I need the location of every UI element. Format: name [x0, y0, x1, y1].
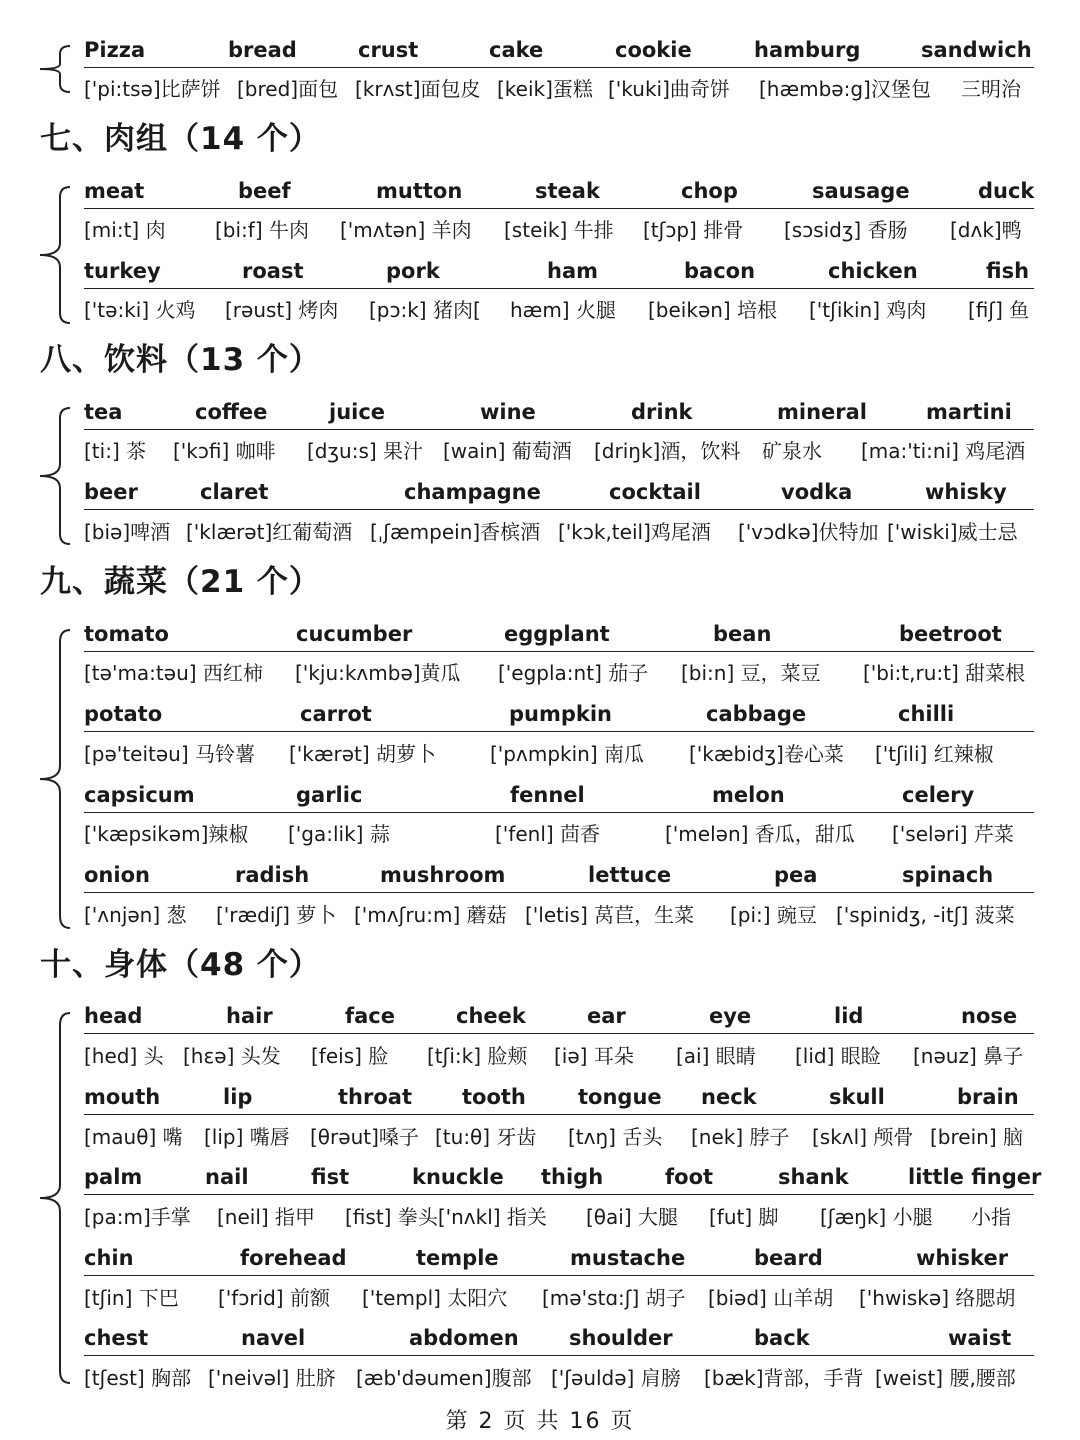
pronunciation: ['wiski]威士忌	[887, 520, 1018, 544]
pronunciation: ['neivəl] 肚脐	[208, 1366, 336, 1390]
pronunciation: ['templ] 太阳穴	[362, 1286, 508, 1310]
word: beef	[238, 179, 291, 203]
word-row-en	[84, 254, 1034, 289]
word: duck	[978, 179, 1035, 203]
word: mineral	[777, 400, 867, 424]
word-row-en	[84, 778, 1034, 813]
pronunciation: [æb'dəumen]腹部	[356, 1366, 532, 1390]
pronunciation: ['bi:t,ru:t] 甜菜根	[863, 661, 1026, 685]
word: eye	[709, 1004, 752, 1028]
pronunciation: ['melən] 香瓜，甜瓜	[665, 822, 855, 846]
word-row-en	[84, 1160, 1042, 1195]
word: abdomen	[409, 1326, 519, 1350]
word: drink	[631, 400, 693, 424]
pronunciation: ['klærət]红葡萄酒	[186, 520, 353, 544]
word: shank	[778, 1165, 849, 1189]
pronunciation: 三明治	[961, 77, 1021, 101]
pronunciation: ['kju:kʌmbə]黄瓜	[295, 661, 461, 685]
pronunciation: ['rædiʃ] 萝卜	[216, 903, 337, 927]
pron-row	[84, 1120, 1034, 1154]
pronunciation: [feis] 脸	[311, 1044, 389, 1068]
pronunciation: hæm] 火腿	[510, 298, 616, 322]
pronunciation: [beikən] 培根	[648, 298, 778, 322]
pronunciation: [tʃest] 胸部	[84, 1366, 192, 1390]
pronunciation: ['tʃikin] 鸡肉	[809, 298, 927, 322]
word-row-en	[84, 395, 1034, 430]
word: champagne	[404, 480, 541, 504]
pronunciation: [skʌl] 颅骨	[812, 1125, 914, 1149]
pronunciation: ['egpla:nt] 茄子	[498, 661, 649, 685]
pronunciation: ['mʌtən] 羊肉	[340, 218, 472, 242]
word: chilli	[898, 702, 955, 726]
word-row-en	[84, 858, 1034, 893]
word: cookie	[615, 38, 692, 62]
word-row-en	[84, 1080, 1034, 1115]
word: hamburg	[754, 38, 861, 62]
pronunciation: [biəd] 山羊胡	[708, 1286, 834, 1310]
pron-row	[84, 293, 1034, 327]
pronunciation: 小指	[971, 1205, 1011, 1229]
word: mustache	[570, 1246, 686, 1270]
pronunciation: [nek] 脖子	[691, 1125, 790, 1149]
word: navel	[241, 1326, 306, 1350]
word-row-en	[84, 617, 1034, 652]
word: chest	[84, 1326, 149, 1350]
pronunciation: [θai] 大腿	[586, 1205, 679, 1229]
pronunciation: [dʒu:s] 果汁	[307, 439, 424, 463]
word: foot	[665, 1165, 714, 1189]
word: eggplant	[504, 622, 610, 646]
pronunciation: [pi:] 豌豆	[730, 903, 817, 927]
pronunciation: [krʌst]面包皮	[355, 77, 481, 101]
pronunciation: ['mʌʃru:m] 蘑菇	[354, 903, 507, 927]
word: cake	[489, 38, 544, 62]
pronunciation: [hed] 头	[84, 1044, 164, 1068]
pron-row	[84, 1361, 1034, 1395]
pronunciation: ['kuki]曲奇饼	[608, 77, 730, 101]
word: ham	[547, 259, 599, 283]
section-title: 七、肉组（14 个）	[40, 121, 321, 157]
word: tooth	[462, 1085, 526, 1109]
word: steak	[535, 179, 600, 203]
pronunciation: ['ga:lik] 蒜	[288, 822, 390, 846]
pronunciation: [tʃi:k] 脸颊	[427, 1044, 528, 1068]
pronunciation: [fut] 脚	[709, 1205, 779, 1229]
word: ear	[587, 1004, 626, 1028]
pron-row	[84, 72, 1034, 106]
section-title: 九、蔬菜（21 个）	[40, 564, 321, 600]
pronunciation: [nəuz] 鼻子	[913, 1044, 1024, 1068]
word: beetroot	[899, 622, 1002, 646]
word-row-en	[84, 1241, 1034, 1276]
pronunciation: [θrəut]嗓子	[310, 1125, 419, 1149]
word: chop	[681, 179, 738, 203]
word: martini	[926, 400, 1012, 424]
group-brace	[30, 628, 78, 930]
pronunciation: [sɔsidʒ] 香肠	[784, 218, 908, 242]
pronunciation: [neil] 指甲	[217, 1205, 316, 1229]
pronunciation: ['kæpsikəm]辣椒	[84, 822, 249, 846]
word: cabbage	[706, 702, 807, 726]
pronunciation: [bi:f] 牛肉	[215, 218, 309, 242]
word: tomato	[84, 622, 169, 646]
word-row-en	[84, 697, 1034, 732]
word: lettuce	[588, 863, 672, 887]
word: potato	[84, 702, 163, 726]
pron-row	[84, 737, 1034, 771]
word: lip	[223, 1085, 253, 1109]
group-brace	[30, 406, 78, 546]
word: meat	[84, 179, 145, 203]
word: tongue	[578, 1085, 662, 1109]
pronunciation: ['kærət] 胡萝卜	[289, 742, 437, 766]
word: spinach	[902, 863, 994, 887]
pronunciation: [keik]蛋糕	[497, 77, 593, 101]
pronunciation: [ma:'ti:ni] 鸡尾酒	[861, 439, 1026, 463]
pron-row	[84, 434, 1034, 468]
word: turkey	[84, 259, 161, 283]
word: Pizza	[84, 38, 146, 62]
word: chicken	[828, 259, 918, 283]
word: melon	[712, 783, 785, 807]
word: onion	[84, 863, 150, 887]
pronunciation: ['seləri] 芹菜	[892, 822, 1014, 846]
pronunciation: ['kɔfi] 咖啡	[173, 439, 276, 463]
pronunciation: [pə'teitəu] 马铃薯	[84, 742, 255, 766]
word: tea	[84, 400, 123, 424]
word: lid	[834, 1004, 864, 1028]
word: back	[754, 1326, 810, 1350]
pronunciation: [pɔ:k] 猪肉[	[369, 298, 481, 322]
pronunciation: [pa:m]手掌	[84, 1205, 191, 1229]
pronunciation: ['pʌmpkin] 南瓜	[490, 742, 644, 766]
word: face	[345, 1004, 395, 1028]
word-row-en	[84, 174, 1034, 209]
pronunciation: ['vɔdkə]伏特加	[738, 520, 879, 544]
word: head	[84, 1004, 143, 1028]
word: fist	[311, 1165, 350, 1189]
pronunciation: [hεə] 头发	[183, 1044, 281, 1068]
pronunciation: [driŋk]酒，饮料	[594, 439, 741, 463]
pronunciation: [mə'stɑ:ʃ] 胡子	[542, 1286, 686, 1310]
word: pumpkin	[509, 702, 613, 726]
pronunciation: ['ʃəuldə] 肩膀	[551, 1366, 681, 1390]
pronunciation: [wain] 葡萄酒	[443, 439, 572, 463]
word: wine	[480, 400, 536, 424]
word: cheek	[456, 1004, 526, 1028]
pronunciation: [lid] 眼睑	[795, 1044, 881, 1068]
pronunciation: [bi:n] 豆，菜豆	[681, 661, 821, 685]
word-row-en	[84, 1321, 1034, 1356]
pron-row	[84, 213, 1034, 247]
word: garlic	[296, 783, 363, 807]
pronunciation: ['spinidʒ, -itʃ] 菠菜	[836, 903, 1015, 927]
pronunciation: ['ʌnjən] 葱	[84, 903, 187, 927]
pronunciation: ['kɔk,teil]鸡尾酒	[558, 520, 711, 544]
pronunciation: ['tʃili] 红辣椒	[875, 742, 994, 766]
pron-row	[84, 898, 1034, 932]
word: mutton	[376, 179, 463, 203]
pronunciation: [bred]面包	[237, 77, 339, 101]
pronunciation: ['letis] 莴苣，生菜	[525, 903, 695, 927]
pron-row	[84, 1200, 1034, 1234]
pronunciation: [ai] 眼睛	[676, 1044, 756, 1068]
word: sandwich	[921, 38, 1032, 62]
pronunciation: ['fɔrid] 前额	[218, 1286, 330, 1310]
word: carrot	[300, 702, 372, 726]
pronunciation: 矿泉水	[762, 439, 822, 463]
pronunciation: [lip] 嘴唇	[204, 1125, 290, 1149]
word: roast	[242, 259, 304, 283]
word: palm	[84, 1165, 143, 1189]
word: pea	[774, 863, 818, 887]
word: beard	[754, 1246, 823, 1270]
word: coffee	[195, 400, 268, 424]
pron-row	[84, 1281, 1034, 1315]
pronunciation: [steik] 牛排	[504, 218, 614, 242]
word: brain	[957, 1085, 1019, 1109]
pronunciation: ['pi:tsə]比萨饼	[84, 77, 221, 101]
word: sausage	[812, 179, 910, 203]
word: shoulder	[569, 1326, 673, 1350]
word: bean	[713, 622, 772, 646]
word: chin	[84, 1246, 134, 1270]
word-row-en	[84, 33, 1034, 68]
pronunciation: [ti:] 茶	[84, 439, 147, 463]
pronunciation: [dʌk]鸭	[950, 218, 1022, 242]
word: bacon	[684, 259, 756, 283]
word: vodka	[781, 480, 853, 504]
word: knuckle	[412, 1165, 504, 1189]
pronunciation: [brein] 脑	[930, 1125, 1023, 1149]
word: neck	[701, 1085, 757, 1109]
pronunciation: ['hwiskə] 络腮胡	[859, 1286, 1016, 1310]
pronunciation: [iə] 耳朵	[554, 1044, 634, 1068]
pronunciation: [mi:t] 肉	[84, 218, 166, 242]
pronunciation: [tʌŋ] 舌头	[568, 1125, 663, 1149]
word: capsicum	[84, 783, 195, 807]
word-row-en	[84, 475, 1034, 510]
pron-row	[84, 817, 1034, 851]
word: skull	[829, 1085, 885, 1109]
pronunciation: ['kæbidʒ]卷心菜	[689, 742, 844, 766]
group-brace	[30, 1011, 78, 1385]
pronunciation: [fist] 拳头['nʌkl] 指关	[345, 1205, 547, 1229]
word: forehead	[240, 1246, 347, 1270]
word: temple	[416, 1246, 499, 1270]
word: little finger	[908, 1165, 1042, 1189]
word: nose	[961, 1004, 1018, 1028]
word: thigh	[541, 1165, 604, 1189]
pronunciation: [tu:θ] 牙齿	[435, 1125, 537, 1149]
pronunciation: [mauθ] 嘴	[84, 1125, 183, 1149]
pron-row	[84, 656, 1034, 690]
word: fish	[986, 259, 1030, 283]
word: juice	[329, 400, 386, 424]
pronunciation: [tʃɔp] 排骨	[643, 218, 744, 242]
word: cucumber	[296, 622, 413, 646]
word: mouth	[84, 1085, 161, 1109]
word: cocktail	[609, 480, 701, 504]
pronunciation: [ʃæŋk] 小腿	[820, 1205, 933, 1229]
word: nail	[205, 1165, 249, 1189]
pronunciation: [biə]啤酒	[84, 520, 171, 544]
word: crust	[358, 38, 419, 62]
word: radish	[235, 863, 310, 887]
pronunciation: [weist] 腰,腰部	[875, 1366, 1016, 1390]
word: claret	[200, 480, 269, 504]
pronunciation: [tʃin] 下巴	[84, 1286, 179, 1310]
word: mushroom	[380, 863, 506, 887]
word: waist	[948, 1326, 1012, 1350]
word: throat	[338, 1085, 412, 1109]
pronunciation: [fiʃ] 鱼	[968, 298, 1030, 322]
word: whisker	[916, 1246, 1009, 1270]
word-row-en	[84, 999, 1034, 1034]
section-title: 十、身体（48 个）	[40, 947, 321, 983]
pron-row	[84, 1039, 1034, 1073]
pronunciation: [tə'ma:təu] 西红柿	[84, 661, 263, 685]
pronunciation: [ˌʃæmpein]香槟酒	[370, 520, 541, 544]
word: celery	[902, 783, 975, 807]
word: hair	[226, 1004, 273, 1028]
pronunciation: [rəust] 烤肉	[225, 298, 339, 322]
word: fennel	[510, 783, 585, 807]
word: whisky	[925, 480, 1007, 504]
group-brace	[30, 44, 78, 94]
pron-row	[84, 515, 1034, 549]
pronunciation: ['fenl] 茴香	[495, 822, 601, 846]
word: pork	[386, 259, 440, 283]
word: bread	[228, 38, 297, 62]
word: beer	[84, 480, 138, 504]
pronunciation: [hæmbə:g]汉堡包	[759, 77, 931, 101]
pronunciation: [bæk]背部，手背	[704, 1366, 864, 1390]
pronunciation: ['tə:ki] 火鸡	[84, 298, 196, 322]
group-brace	[30, 185, 78, 325]
section-title: 八、饮料（13 个）	[40, 342, 321, 378]
page-number: 第 2 页 共 16 页	[445, 1409, 635, 1434]
